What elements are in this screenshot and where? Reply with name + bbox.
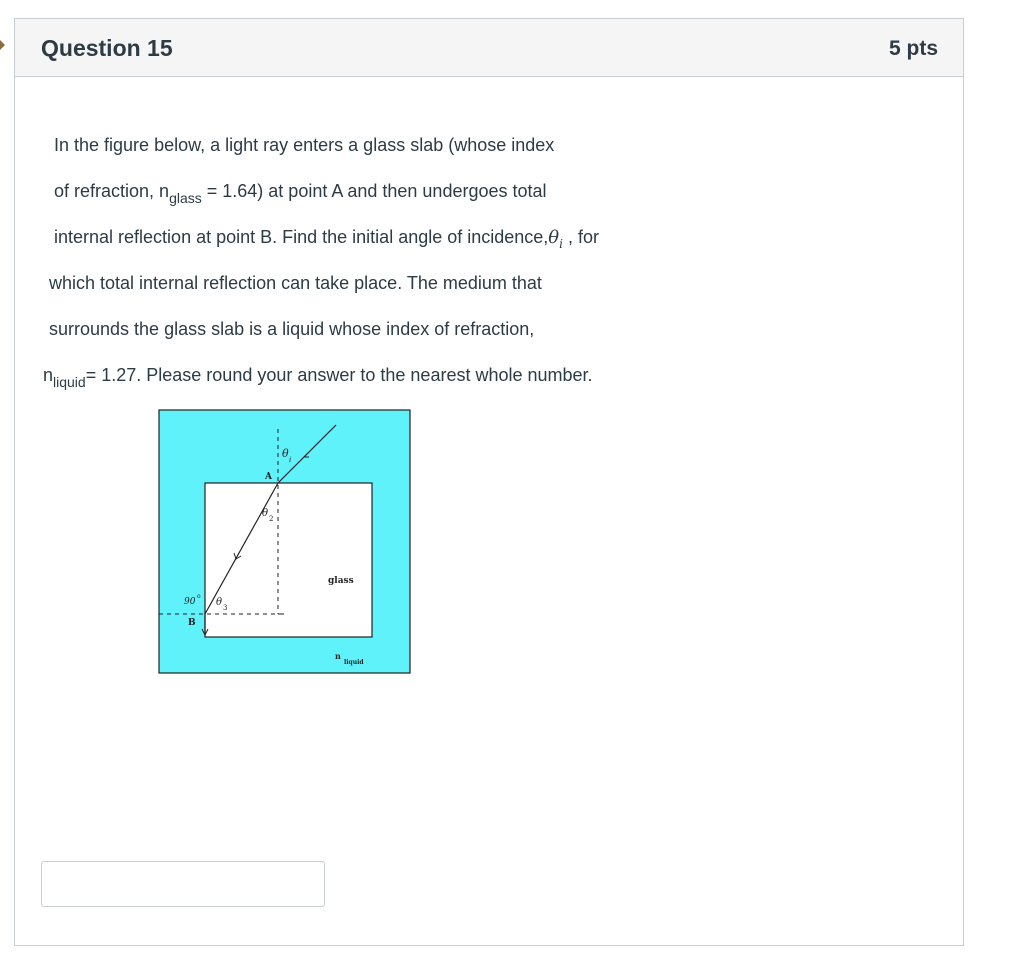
question-text-line-2: of refraction, $n_{glass} = 1.64$) at point A and then undergoes total xyxy=(54,181,547,206)
glass-slab xyxy=(205,483,372,637)
question-points: 5 pts xyxy=(888,37,938,60)
question-marker-icon xyxy=(0,40,5,50)
label-A: A xyxy=(265,472,272,482)
svg-text:liquid: liquid xyxy=(344,659,364,666)
question-title: Question 15 xyxy=(41,35,173,61)
svg-text:3: 3 xyxy=(223,604,228,612)
liquid-subscript: liquid xyxy=(53,374,86,390)
question-text-line-3: internal reflection at point B. Find the initial angle of $incidence,\theta_i$ , for xyxy=(54,227,599,251)
theta-3-label: θ xyxy=(216,597,223,608)
refraction-figure xyxy=(158,409,412,675)
theta-2-label: θ xyxy=(262,508,269,519)
answer-input[interactable] xyxy=(41,861,325,907)
question-text-line-5: surrounds the glass slab is a liquid whose index of refraction, xyxy=(49,319,535,339)
theta-symbol: θ xyxy=(548,227,560,248)
glass-label: glass xyxy=(328,576,354,586)
right-angle-label: 90 xyxy=(184,597,196,607)
question-text-line-1: In the figure below, a light ray enters a glass slab (whose index xyxy=(54,135,555,155)
question-header xyxy=(15,19,963,77)
svg-text:2: 2 xyxy=(269,515,274,523)
svg-text:i: i xyxy=(289,456,292,464)
glass-subscript: glass xyxy=(169,190,202,206)
question-text-line-6: $n_{liquid}= 1.27$. Please round your answer to the nearest whole number. xyxy=(43,365,593,390)
question-card xyxy=(14,18,964,946)
n-liquid-label: n xyxy=(335,651,341,661)
svg-text:o: o xyxy=(197,593,201,600)
theta-i-label: θ xyxy=(282,447,289,460)
question-text-line-4: which total internal reflection can take place. The medium that xyxy=(49,273,542,293)
label-B: B xyxy=(188,618,196,628)
